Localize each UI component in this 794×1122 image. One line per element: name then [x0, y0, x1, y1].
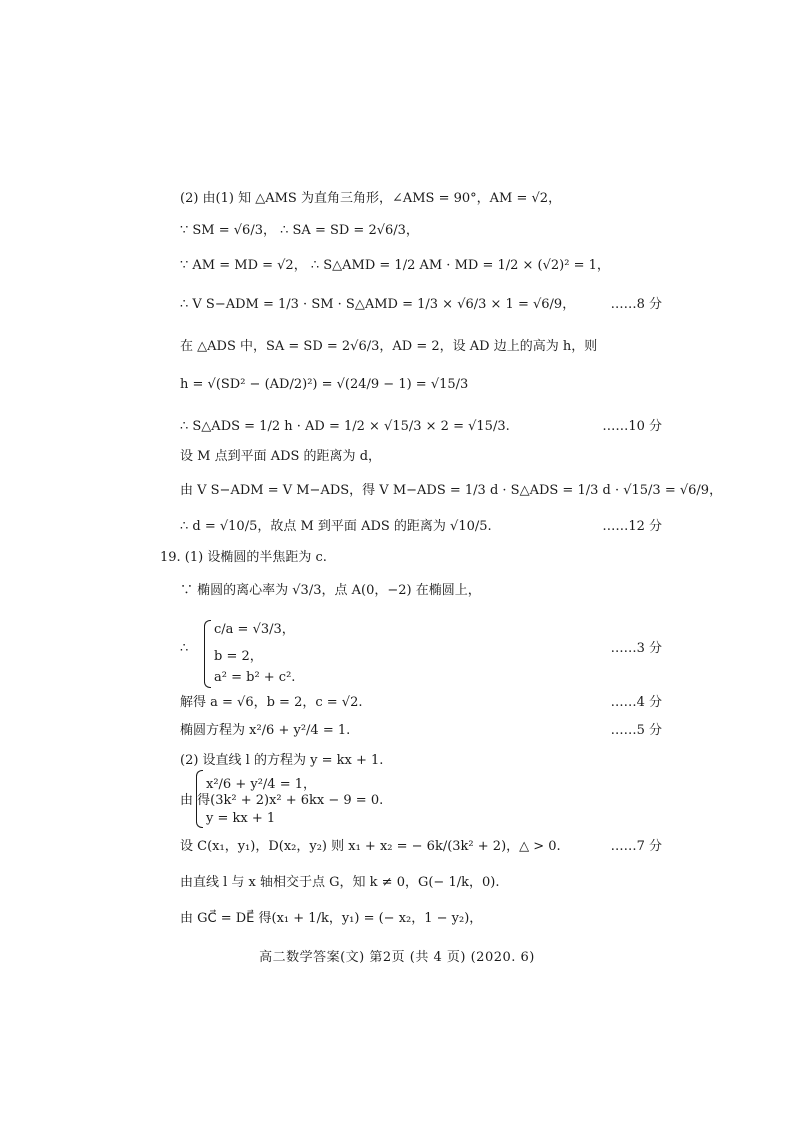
question-header: 19. (1) 设椭圆的半焦距为 c. [160, 550, 327, 565]
solution-line: 椭圆方程为 x²/6 + y²/4 = 1. [180, 723, 351, 738]
solution-line: 由直线 l 与 x 轴相交于点 G，知 k ≠ 0，G(− 1/k，0). [180, 875, 500, 890]
score-mark: ……12 分 [602, 519, 662, 534]
solution-line: ∵ SM = √6/3， ∴ SA = SD = 2√6/3， [180, 223, 419, 238]
system-equation: y = kx + 1 [206, 811, 276, 826]
score-mark: ……8 分 [610, 297, 662, 312]
solution-line: 设 M 点到平面 ADS 的距离为 d， [180, 449, 382, 464]
therefore-symbol: ∴ [180, 641, 189, 656]
solution-line: (2) 由(1) 知 △AMS 为直角三角形，∠AMS = 90°，AM = √2， [180, 191, 562, 206]
solution-line: ∵ AM = MD = √2， ∴ S△AMD = 1/2 AM · MD = 1/2 × (√2)² = 1， [180, 258, 610, 273]
solution-line: 设 C(x₁，y₁)，D(x₂，y₂) 则 x₁ + x₂ = − 6k/(3k² + 2)，△ > 0. [180, 839, 561, 854]
solution-line: ∴ S△ADS = 1/2 h · AD = 1/2 × √15/3 × 2 = √15/3. [180, 419, 510, 434]
score-mark: ……5 分 [610, 723, 662, 738]
score-mark: ……4 分 [610, 695, 662, 710]
solution-line: 由 GC⃗ = DE⃗ 得(x₁ + 1/k，y₁) = (− x₂，1 − y₂)， [180, 911, 483, 926]
system-equation: b = 2， [214, 649, 263, 664]
solution-line: ∴ V S−ADM = 1/3 · SM · S△AMD = 1/3 × √6/3 × 1 = √6/9， [180, 297, 576, 312]
solution-line: h = √(SD² − (AD/2)²) = √(24/9 − 1) = √15/3 [180, 377, 469, 392]
system-equation: x²/6 + y²/4 = 1， [206, 777, 316, 792]
score-mark: ……7 分 [610, 839, 662, 854]
system-equation: a² = b² + c². [214, 670, 296, 685]
solution-line: 由 得(3k² + 2)x² + 6kx − 9 = 0. [180, 793, 384, 808]
solution-line: (2) 设直线 l 的方程为 y = kx + 1. [180, 753, 384, 768]
solution-line: 由 V S−ADM = V M−ADS，得 V M−ADS = 1/3 d · S△ADS = 1/3 d · √15/3 = √6/9， [180, 483, 723, 498]
solution-line: 解得 a = √6，b = 2，c = √2. [180, 695, 363, 710]
score-mark: ……10 分 [602, 419, 662, 434]
solution-line: ∴ d = √10/5，故点 M 到平面 ADS 的距离为 √10/5. [180, 519, 492, 534]
score-mark: ……3 分 [610, 641, 662, 656]
system-equation: c/a = √3/3， [214, 622, 295, 637]
solution-line: ∵ 椭圆的离心率为 √3/3，点 A(0，−2) 在椭圆上， [180, 583, 481, 598]
solution-line: 在 △ADS 中，SA = SD = 2√6/3，AD = 2，设 AD 边上的高为 h，则 [180, 339, 598, 354]
page-footer: 高二数学答案(文) 第2页 (共 4 页) (2020. 6) [259, 950, 535, 965]
